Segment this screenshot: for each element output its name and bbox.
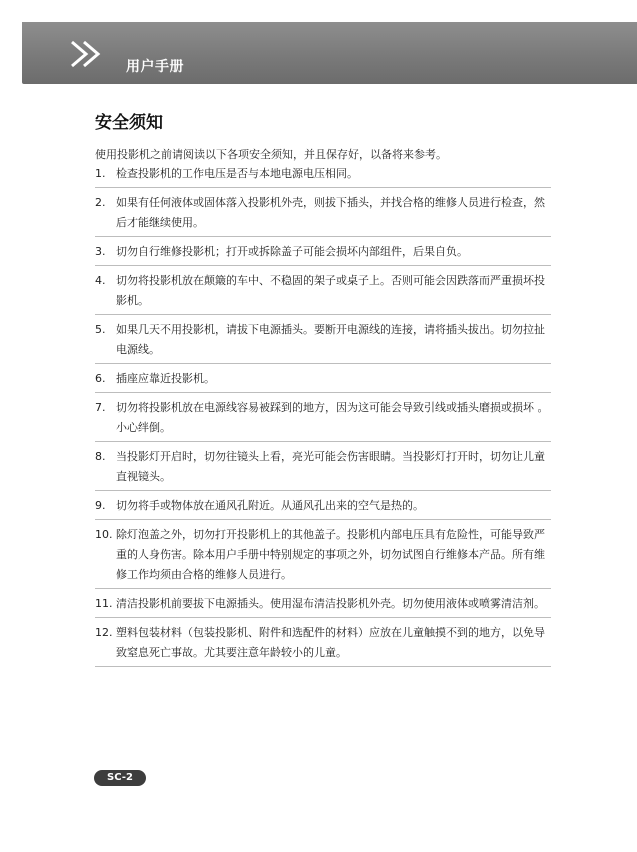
item-number: 12. (95, 626, 113, 639)
list-item (95, 242, 551, 266)
list-item (95, 525, 551, 589)
section-heading: 安全须知 (95, 113, 163, 133)
item-number: 1. (95, 167, 106, 180)
item-number: 4. (95, 274, 106, 287)
list-item (95, 594, 551, 618)
item-text: 清洁投影机前要拔下电源插头。使用湿布清洁投影机外壳。切勿使用液体或喷雾清洁剂。 (116, 597, 545, 610)
item-text: 切勿将投影机放在电源线容易被踩到的地方，因为这可能会导致引线或插头磨损或损坏 。小心绊倒。 (116, 401, 549, 434)
item-number: 11. (95, 597, 113, 610)
item-text: 如果几天不用投影机，请拔下电源插头。要断开电源线的连接，请将插头拔出。切勿拉扯电源线。 (116, 323, 545, 356)
header-banner (22, 22, 637, 84)
item-number: 3. (95, 245, 106, 258)
page-number-badge: SC-2 (94, 770, 146, 786)
item-text: 切勿将投影机放在颠簸的车中、不稳固的架子或桌子上。否则可能会因跌落而严重损坏投影机。 (116, 274, 545, 307)
item-number: 8. (95, 450, 106, 463)
item-number: 7. (95, 401, 106, 414)
item-text: 切勿自行维修投影机；打开或拆除盖子可能会损坏内部组件，后果自负。 (116, 245, 468, 258)
item-text: 插座应靠近投影机。 (116, 372, 215, 385)
safety-list (95, 164, 551, 672)
item-text: 切勿将手或物体放在通风孔附近。从通风孔出来的空气是热的。 (116, 499, 424, 512)
list-item (95, 447, 551, 491)
list-item (95, 496, 551, 520)
item-number: 6. (95, 372, 106, 385)
list-item (95, 271, 551, 315)
item-text: 除灯泡盖之外，切勿打开投影机上的其他盖子。投影机内部电压具有危险性，可能导致严重的人身伤害。除本用户手册中特别规定的事项之外，切勿试图自行维修本产品。所有维修工作均须由合格的维修人员进行。 (116, 528, 545, 581)
item-text: 检查投影机的工作电压是否与本地电源电压相同。 (116, 167, 358, 180)
list-item (95, 193, 551, 237)
list-item (95, 320, 551, 364)
manual-title: 用户手册 (126, 59, 184, 75)
item-text: 如果有任何液体或固体落入投影机外壳，则拔下插头，并找合格的维修人员进行检查，然后才能继续使用。 (116, 196, 545, 229)
intro-text: 使用投影机之前请阅读以下各项安全须知，并且保存好，以备将来参考。 (95, 148, 447, 161)
item-number: 5. (95, 323, 106, 336)
item-number: 9. (95, 499, 106, 512)
item-number: 10. (95, 528, 113, 541)
item-text: 塑料包装材料（包装投影机、附件和选配件的材料）应放在儿童触摸不到的地方，以免导致窒息死亡事故。尤其要注意年龄较小的儿童。 (116, 626, 545, 659)
item-text: 当投影灯开启时，切勿往镜头上看，亮光可能会伤害眼睛。当投影灯打开时，切勿让儿童直视镜头。 (116, 450, 545, 483)
list-item (95, 623, 551, 667)
item-number: 2. (95, 196, 106, 209)
list-item (95, 398, 551, 442)
list-item (95, 369, 551, 393)
double-chevron-icon (66, 36, 114, 72)
list-item (95, 164, 551, 188)
